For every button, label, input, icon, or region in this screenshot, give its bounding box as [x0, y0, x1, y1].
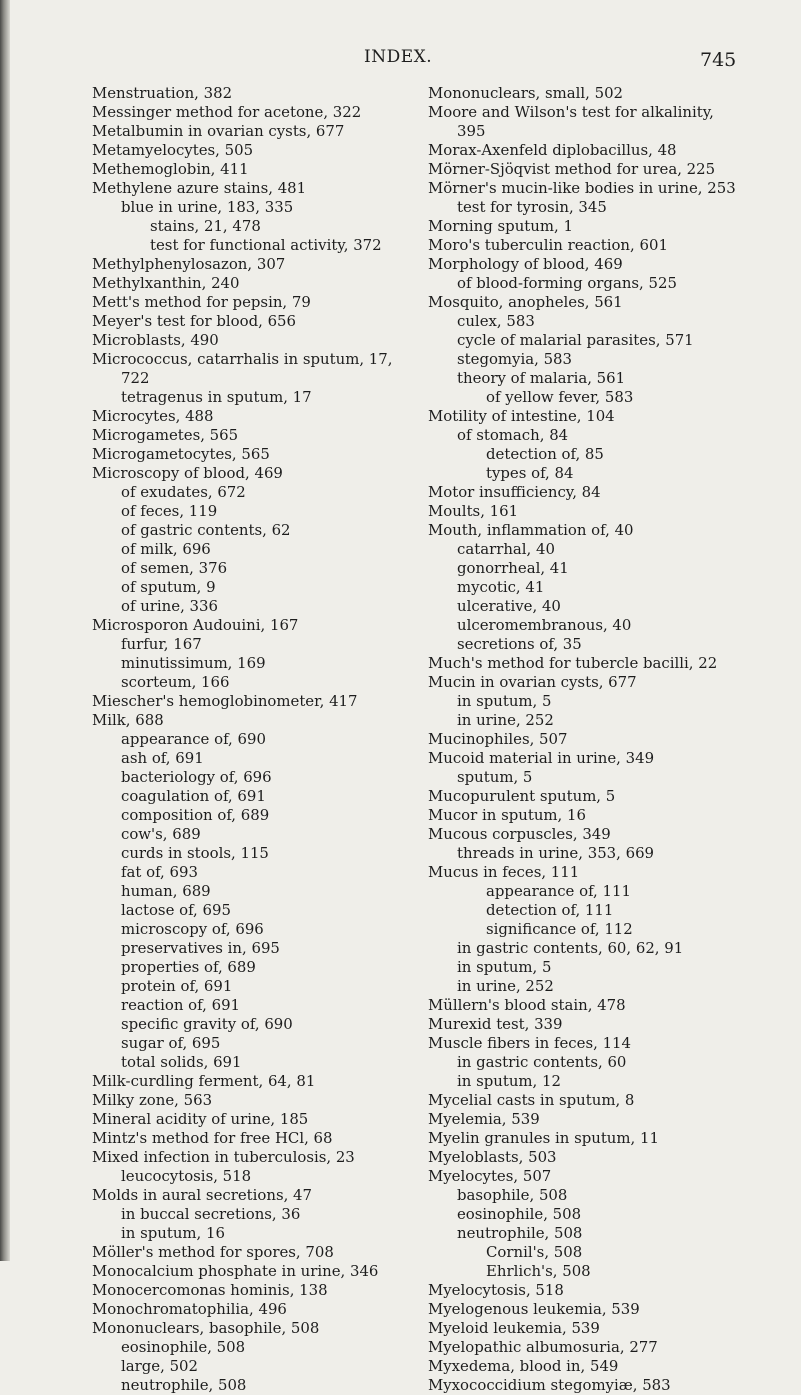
index-entry: in gastric contents, 60	[457, 1053, 627, 1071]
index-entry: Much's method for tubercle bacilli, 22	[428, 654, 718, 672]
running-title: INDEX.	[364, 47, 433, 67]
index-entry: theory of malaria, 561	[457, 369, 626, 387]
page-binding-edge	[0, 0, 10, 1261]
index-entry: tetragenus in sputum, 17	[121, 388, 312, 406]
index-entry: Moro's tuberculin reaction, 601	[428, 236, 668, 254]
index-entry: Müllern's blood stain, 478	[428, 996, 626, 1014]
index-entry: Motility of intestine, 104	[428, 407, 615, 425]
index-entry: of gastric contents, 62	[121, 521, 291, 539]
index-entry: Methylphenylosazon, 307	[92, 255, 286, 273]
index-entry: eosinophile, 508	[457, 1205, 582, 1223]
index-entry: Mucor in sputum, 16	[428, 806, 586, 824]
index-entry: Monocalcium phosphate in urine, 346	[92, 1262, 379, 1280]
index-entry: Microgametocytes, 565	[92, 445, 270, 463]
index-entry: large, 502	[121, 1357, 198, 1375]
index-entry: Mucus in feces, 111	[428, 863, 580, 881]
index-entry: Myxedema, blood in, 549	[428, 1357, 619, 1375]
index-entry: Myxococcidium stegomyiæ, 583	[428, 1376, 671, 1394]
index-entry: reaction of, 691	[121, 996, 241, 1014]
index-entry: leucocytosis, 518	[121, 1167, 252, 1185]
index-entry: Ehrlich's, 508	[486, 1262, 591, 1280]
index-entry: Milk-curdling ferment, 64, 81	[92, 1072, 316, 1090]
index-entry: in sputum, 5	[457, 692, 552, 710]
index-entry: Mineral acidity of urine, 185	[92, 1110, 309, 1128]
index-entry: total solids, 691	[121, 1053, 242, 1071]
index-entry: of yellow fever, 583	[486, 388, 634, 406]
page-number: 745	[700, 49, 737, 71]
index-entry: Cornil's, 508	[486, 1243, 583, 1261]
index-entry: Methylene azure stains, 481	[92, 179, 307, 197]
index-entry: stegomyia, 583	[457, 350, 572, 368]
index-entry: of blood-forming organs, 525	[457, 274, 677, 292]
index-entry: sputum, 5	[457, 768, 533, 786]
index-entry: neutrophile, 508	[457, 1224, 583, 1242]
index-entry: eosinophile, 508	[121, 1338, 246, 1356]
index-entry: Mörner-Sjöqvist method for urea, 225	[428, 160, 716, 178]
index-entry: Myelogenous leukemia, 539	[428, 1300, 640, 1318]
index-entry: ulceromembranous, 40	[457, 616, 632, 634]
index-entry: fat of, 693	[121, 863, 198, 881]
index-entry: of urine, 336	[121, 597, 218, 615]
index-entry: 722	[121, 369, 150, 387]
index-entry: preservatives in, 695	[121, 939, 280, 957]
index-entry: Mucous corpuscles, 349	[428, 825, 611, 843]
index-entry: Mintz's method for free HCl, 68	[92, 1129, 333, 1147]
index-entry: mycotic, 41	[457, 578, 545, 596]
index-entry: bacteriology of, 696	[121, 768, 272, 786]
index-entry: Microblasts, 490	[92, 331, 219, 349]
index-entry: Möller's method for spores, 708	[92, 1243, 334, 1261]
index-entry: Mycelial casts in sputum, 8	[428, 1091, 635, 1109]
index-entry: gonorrheal, 41	[457, 559, 569, 577]
index-entry: protein of, 691	[121, 977, 233, 995]
index-entry: appearance of, 690	[121, 730, 266, 748]
index-entry: detection of, 85	[486, 445, 604, 463]
index-entry: Mucoid material in urine, 349	[428, 749, 655, 767]
index-entry: Mosquito, anopheles, 561	[428, 293, 623, 311]
index-entry: of sputum, 9	[121, 578, 216, 596]
index-entry: coagulation of, 691	[121, 787, 266, 805]
index-entry: of semen, 376	[121, 559, 228, 577]
index-entry: Myeloblasts, 503	[428, 1148, 557, 1166]
index-column-left	[92, 84, 424, 1395]
index-entry: test for tyrosin, 345	[457, 198, 607, 216]
index-entry: basophile, 508	[457, 1186, 568, 1204]
index-entry: Morax-Axenfeld diplobacillus, 48	[428, 141, 677, 159]
index-entry: Milky zone, 563	[92, 1091, 213, 1109]
index-entry: Molds in aural secretions, 47	[92, 1186, 313, 1204]
index-entry: in buccal secretions, 36	[121, 1205, 301, 1223]
index-entry: Mononuclears, basophile, 508	[92, 1319, 320, 1337]
index-entry: types of, 84	[486, 464, 574, 482]
index-entry: Micrococcus, catarrhalis in sputum, 17,	[92, 350, 393, 368]
index-entry: Meyer's test for blood, 656	[92, 312, 296, 330]
index-entry: specific gravity of, 690	[121, 1015, 293, 1033]
index-entry: properties of, 689	[121, 958, 256, 976]
index-entry: test for functional activity, 372	[150, 236, 382, 254]
index-entry: of feces, 119	[121, 502, 218, 520]
index-entry: Microcytes, 488	[92, 407, 214, 425]
index-column-right	[428, 84, 773, 1395]
index-entry: Murexid test, 339	[428, 1015, 563, 1033]
index-entry: Myelopathic albumosuria, 277	[428, 1338, 658, 1356]
index-entry: appearance of, 111	[486, 882, 631, 900]
index-entry: Metamyelocytes, 505	[92, 141, 254, 159]
index-entry: in sputum, 12	[457, 1072, 561, 1090]
index-entry: secretions of, 35	[457, 635, 582, 653]
index-entry: Metalbumin in ovarian cysts, 677	[92, 122, 345, 140]
index-entry: Mucin in ovarian cysts, 677	[428, 673, 637, 691]
index-entry: Mixed infection in tuberculosis, 23	[92, 1148, 355, 1166]
index-entry: Microscopy of blood, 469	[92, 464, 283, 482]
index-entry: Methylxanthin, 240	[92, 274, 240, 292]
index-entry: threads in urine, 353, 669	[457, 844, 655, 862]
index-entry: Methemoglobin, 411	[92, 160, 249, 178]
index-entry: Myelin granules in sputum, 11	[428, 1129, 659, 1147]
index-entry: in urine, 252	[457, 977, 554, 995]
index-entry: neutrophile, 508	[121, 1376, 247, 1394]
index-entry: ash of, 691	[121, 749, 204, 767]
index-entry: Myeloid leukemia, 539	[428, 1319, 600, 1337]
index-entry: blue in urine, 183, 335	[121, 198, 294, 216]
index-entry: Mett's method for pepsin, 79	[92, 293, 311, 311]
index-entry: lactose of, 695	[121, 901, 231, 919]
index-entry: Myelocytes, 507	[428, 1167, 552, 1185]
index-entry: Mucinophiles, 507	[428, 730, 568, 748]
index-entry: Myelocytosis, 518	[428, 1281, 564, 1299]
index-entry: Monochromatophilia, 496	[92, 1300, 287, 1318]
index-entry: culex, 583	[457, 312, 535, 330]
index-entry: furfur, 167	[121, 635, 202, 653]
index-entry: sugar of, 695	[121, 1034, 221, 1052]
index-entry: curds in stools, 115	[121, 844, 269, 862]
index-entry: Messinger method for acetone, 322	[92, 103, 362, 121]
index-entry: Morning sputum, 1	[428, 217, 573, 235]
index-entry: Miescher's hemoglobinometer, 417	[92, 692, 358, 710]
index-entry: Milk, 688	[92, 711, 164, 729]
index-entry: of milk, 696	[121, 540, 211, 558]
index-entry: Microsporon Audouini, 167	[92, 616, 299, 634]
index-entry: detection of, 111	[486, 901, 614, 919]
index-entry: in sputum, 16	[121, 1224, 225, 1242]
index-entry: human, 689	[121, 882, 211, 900]
index-entry: Moults, 161	[428, 502, 519, 520]
index-entry: composition of, 689	[121, 806, 270, 824]
index-entry: catarrhal, 40	[457, 540, 555, 558]
index-entry: ulcerative, 40	[457, 597, 561, 615]
index-entry: in urine, 252	[457, 711, 554, 729]
index-entry: Mononuclears, small, 502	[428, 84, 624, 102]
index-entry: stains, 21, 478	[150, 217, 261, 235]
index-entry: Muscle fibers in feces, 114	[428, 1034, 631, 1052]
index-entry: significance of, 112	[486, 920, 633, 938]
index-entry: microscopy of, 696	[121, 920, 264, 938]
index-entry: Mucopurulent sputum, 5	[428, 787, 616, 805]
index-entry: Mörner's mucin-like bodies in urine, 253	[428, 179, 736, 197]
index-entry: 395	[457, 122, 486, 140]
index-entry: Morphology of blood, 469	[428, 255, 623, 273]
index-entry: cycle of malarial parasites, 571	[457, 331, 694, 349]
index-entry: cow's, 689	[121, 825, 201, 843]
index-entry: of exudates, 672	[121, 483, 246, 501]
index-entry: in gastric contents, 60, 62, 91	[457, 939, 684, 957]
index-entry: Microgametes, 565	[92, 426, 239, 444]
index-entry: Moore and Wilson's test for alkalinity,	[428, 103, 714, 121]
index-entry: Monocercomonas hominis, 138	[92, 1281, 328, 1299]
index-entry: minutissimum, 169	[121, 654, 266, 672]
index-entry: Mouth, inflammation of, 40	[428, 521, 634, 539]
index-entry: Myelemia, 539	[428, 1110, 540, 1128]
index-entry: Menstruation, 382	[92, 84, 233, 102]
index-entry: scorteum, 166	[121, 673, 230, 691]
index-entry: in sputum, 5	[457, 958, 552, 976]
page-header	[0, 47, 801, 75]
index-entry: Motor insufficiency, 84	[428, 483, 601, 501]
index-entry: of stomach, 84	[457, 426, 569, 444]
